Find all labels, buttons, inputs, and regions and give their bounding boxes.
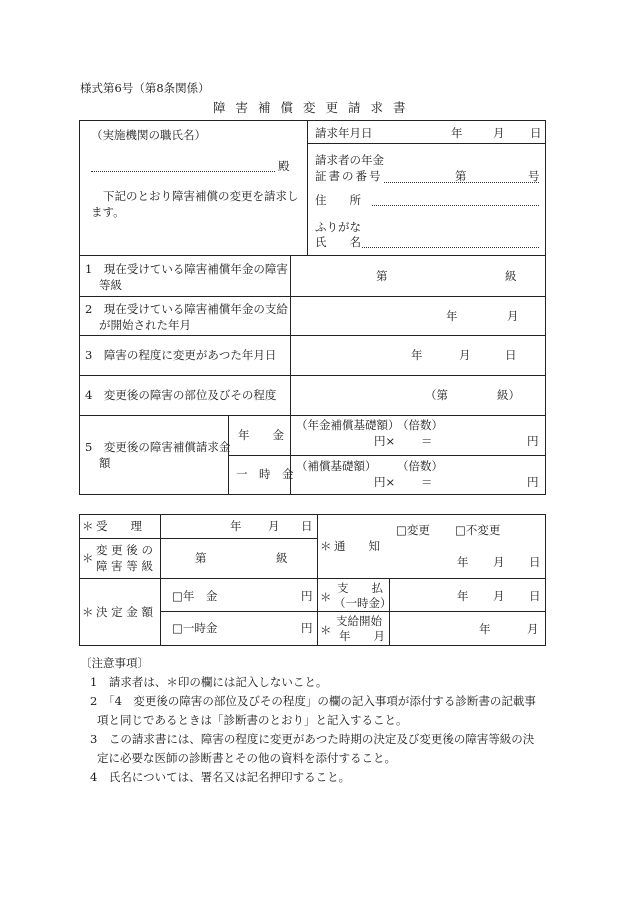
agency-name-line[interactable] [91, 171, 275, 172]
note-2a: 2 「4 変更後の障害の部位及びその程度」の欄の記入事項が添付する診断書の記載事 [90, 694, 536, 708]
grade-dai: 第 [195, 551, 207, 565]
request-date-day[interactable]: 日 [530, 126, 542, 140]
item1-dai: 第 [376, 269, 388, 283]
lump-equals: ＝ [421, 475, 433, 489]
payment-day: 日 [529, 589, 541, 603]
note-2b: 項と同じであるときは「診断書のとおり」と記入すること。 [97, 713, 408, 727]
notice-month: 月 [493, 555, 505, 569]
amount-pension-checkbox[interactable]: □年 金 [172, 589, 218, 603]
pension-multiplier-label: （倍数） [397, 418, 443, 432]
item3-year: 年 [411, 348, 423, 362]
amount-label: 決 定 金 額 [96, 605, 153, 619]
receipt-year: 年 [230, 519, 242, 533]
address-label: 住 所 [315, 193, 361, 207]
notice-label: 通 知 [334, 539, 380, 553]
pension-yen-times: 円× [374, 434, 396, 448]
start-asterisk: ＊ [320, 623, 332, 637]
start-month: 月 [527, 622, 539, 636]
request-text: 下記のとおり障害補償の変更を請求します。 [91, 189, 299, 219]
lump-multiplier-label: （倍数） [397, 459, 443, 473]
name-line[interactable] [362, 247, 539, 248]
item4-dai: （第 [425, 388, 448, 402]
receipt-day: 日 [301, 519, 313, 533]
payment-label: 支 払 [337, 581, 383, 595]
item5-label: 5 変更後の障害補償請求金額 [85, 440, 231, 470]
name-label: 氏 名 [315, 235, 361, 249]
furigana-label: ふりがな [315, 220, 361, 234]
agency-label: （実施機関の職氏名） [91, 128, 206, 142]
payment-year: 年 [457, 589, 469, 603]
start-year: 年 [479, 622, 491, 636]
item3-month: 月 [459, 348, 471, 362]
pension-row-label: 年 金 [238, 428, 284, 442]
lump-row-label: 一 時 金 [236, 467, 294, 481]
pension-cert-go: 号 [528, 169, 540, 183]
payment-sub-label: （一時金） [334, 596, 392, 610]
notes-heading: 〔注意事項〕 [80, 656, 149, 670]
address-line[interactable] [372, 205, 539, 206]
item2-month: 月 [507, 309, 519, 323]
form-number: 様式第6号（第8条関係） [80, 81, 210, 95]
start-label-1: 支給開始 [336, 614, 382, 628]
pension-base-label: （年金補償基礎額） [296, 418, 400, 432]
grade-asterisk: ＊ [82, 551, 94, 565]
grade-label-1: 変 更 後 の [96, 543, 153, 557]
notice-changed-checkbox[interactable]: □変更 [396, 523, 430, 537]
pension-cert-label-1: 請求者の年金 [315, 153, 384, 167]
item4-kyu: 級） [497, 388, 520, 402]
pension-equals: ＝ [421, 434, 433, 448]
grade-kyu: 級 [276, 551, 288, 565]
note-3a: 3 この請求書には、障害の程度に変更があつた時期の決定及び変更後の障害等級の決 [90, 732, 535, 746]
document-title: 障害補償変更請求書 [213, 100, 416, 115]
item1-kyu: 級 [505, 269, 517, 283]
notice-year: 年 [457, 555, 469, 569]
item2-year: 年 [446, 309, 458, 323]
item1-label: 1 現在受けている障害補償年金の障害等級 [85, 262, 288, 292]
item4-label: 4 変更後の障害の部位及びその程度 [85, 388, 277, 402]
receipt-asterisk: ＊ [82, 519, 94, 533]
amount-pension-yen: 円 [301, 589, 313, 603]
start-label-2: 年 月 [339, 629, 385, 643]
amount-lump-yen: 円 [301, 621, 313, 635]
note-4: 4 氏名については、署名又は記名押印すること。 [90, 770, 351, 784]
item2-label: 2 現在受けている障害補償年金の支給が開始された年月 [85, 302, 288, 332]
item3-day: 日 [505, 348, 517, 362]
pension-yen: 円 [527, 434, 539, 448]
notice-unchanged-checkbox[interactable]: □不変更 [455, 523, 501, 537]
request-date-year[interactable]: 年 [451, 126, 463, 140]
pension-cert-label-2: 証書の番号 [315, 169, 383, 183]
lump-yen: 円 [527, 475, 539, 489]
request-date-month[interactable]: 月 [493, 126, 505, 140]
receipt-label: 受 理 [96, 519, 142, 533]
amount-asterisk: ＊ [82, 605, 94, 619]
note-3b: 定に必要な医師の診断書とその他の資料を添付すること。 [97, 751, 396, 765]
note-1: 1 請求者は、＊印の欄には記入しないこと。 [90, 675, 328, 689]
payment-month: 月 [493, 589, 505, 603]
request-date-label: 請求年月日 [315, 126, 373, 140]
amount-lump-checkbox[interactable]: □一時金 [172, 621, 218, 635]
notice-day: 日 [529, 555, 541, 569]
honorific: 殿 [278, 159, 290, 173]
item3-label: 3 障害の程度に変更があつた年月日 [85, 348, 277, 362]
pension-cert-dai: 第 [455, 169, 467, 183]
lump-base-label: （補償基礎額） [296, 459, 377, 473]
grade-label-2: 障 害 等 級 [96, 559, 153, 573]
notice-asterisk: ＊ [320, 539, 332, 553]
payment-asterisk: ＊ [320, 590, 332, 604]
receipt-month: 月 [268, 519, 280, 533]
lump-yen-times: 円× [374, 475, 396, 489]
